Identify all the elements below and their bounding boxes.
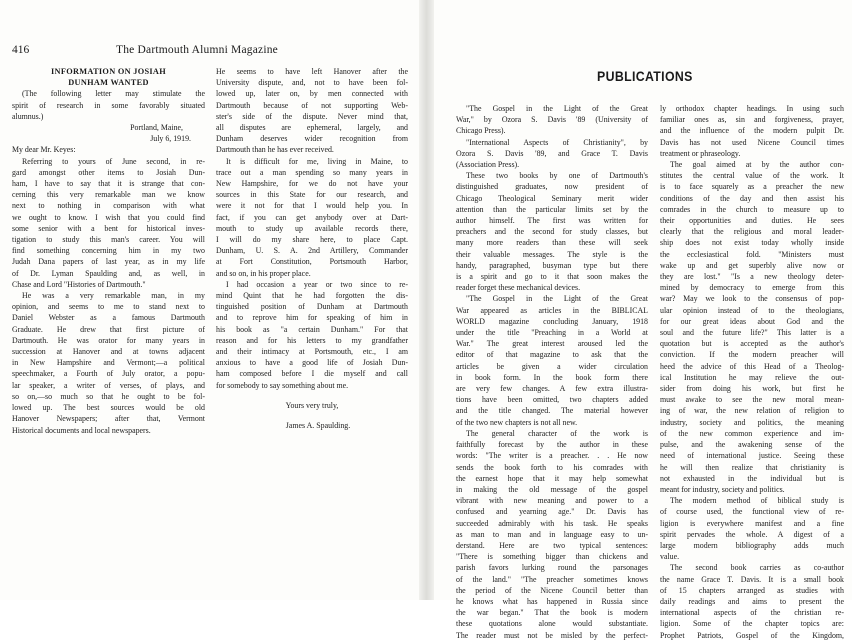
text-line: ical Institution he may relieve the out- [660,372,844,382]
text-line: are very few changes. A few extra illustra- [456,384,648,394]
text-line: articles be given a wider circulation [456,361,648,371]
text-line: Daniel Webster as a famous Dartmouth [12,313,205,323]
text-line: I will do my share here, to place Capt. [216,235,408,245]
text-line: ligion is everywhere manifest and a fine [660,518,844,528]
text-line: parish favors lurking round the parsonages [456,563,648,573]
text-line: tigation to study this man's career. You will [12,235,205,245]
text-line: tinguished position of Dunham at Dartmouth [216,302,408,312]
text-line: his book as "a certain Dunham." For that [216,324,408,334]
text-line: tions have been omitted, two chapters added [456,395,648,405]
review-text [456,103,648,641]
text-line: the ecclesiastical fold. "Ministers must [660,249,844,259]
dateline-line: July 6, 1919. [150,134,191,144]
text-line: and their intimacy at Portsmouth, etc., I am [216,347,408,357]
letter-body-continued [216,66,408,391]
text-line: their valuable messages. The style is the [456,249,648,259]
text-line: The second book carries as co-author [670,563,844,573]
text-line: succession at Hanover and at towns adjacent [12,347,205,357]
letter-column-1 [12,66,205,436]
text-line: next to nothing in comparison with what [12,201,205,211]
article-heading-line: INFORMATION ON JOSIAH [51,67,166,76]
text-line: derstand. Here are two typical sentences: [456,540,648,550]
review-text-continued [660,103,844,641]
text-line: clearly that the religious and moral leader- [660,227,844,237]
letter-column-2 [216,66,408,431]
review-column-1 [456,103,648,641]
text-line: University dispute, and, not to have been fol- [216,78,408,88]
text-line: industry, society and politics, the meaning [660,417,844,427]
text-line: mind Quint that he had forgotten the dis- [216,291,408,301]
text-line: daily readings and aims to present the [660,596,844,606]
letter-closing: Yours very truly, [285,400,339,410]
text-line: cerning this very remarkable man we know [12,190,205,200]
text-line: sources in this State for our research, and [216,190,408,200]
text-line: at Fort Constitution, Portsmouth Harbor, [216,257,408,267]
salutation: My dear Mr. Keyes: [12,145,76,155]
text-line: in New Hampshire and Vermont;—a political [12,358,205,368]
text-line: handy, paragraphed, busyman type but there [456,260,648,270]
text-line: the name Grace T. Davis. It is a small book [660,574,844,584]
text-line: of Dr. Lyman Spaulding and, as well, in [12,268,205,278]
text-line: Dartmouth because of not supporting Web- [216,100,408,110]
text-line: were it not for that I would help you. In [216,201,408,211]
text-line: the earnest hope that it may help somewhat [456,473,648,483]
text-line: sider from doing his work, but first he [660,384,844,394]
text-line: Dartmouth than he has ever received. [216,145,334,155]
text-line: ing of war, the new relation of religion to [660,406,844,416]
text-line: "The Gospel in the Light of the Great [466,294,648,304]
text-line: pulse, and the awakening sense of the [660,440,844,450]
text-line: "There is something bigger than chickens and [456,552,648,562]
text-line: (Association Press). [456,160,520,170]
text-line: conditions of the day and then assist his [660,193,844,203]
text-line: spirit pervades the whole. A digest of a [660,529,844,539]
text-line: in book form. In the book form there [456,372,648,382]
text-line: quotation but is accepted as the author's [660,339,844,349]
text-line: for somebody to say something about me. [216,380,349,390]
text-line: mined by democracy to emerge from this [660,283,844,293]
section-title: PUBLICATIONS [597,68,693,84]
page-header [12,44,409,58]
text-line: The reader must not be misled by the perfect- [456,630,648,640]
text-line: words: "The writer is a preacher. . . He now [456,451,648,461]
text-line: Judah Dana papers of last year, as in my life [12,257,205,267]
text-line: fact, if you can get anybody over at Dart- [216,212,408,222]
text-line: vibrant with new meaning and power to a [456,496,648,506]
text-line: speechmaker, a Fourth of July orator, a popu- [12,369,205,379]
text-line: comrades in the church to measure up to [660,204,844,214]
text-line: value. [660,552,680,562]
text-line: Chase and Lord "Histories of Dartmouth." [12,279,146,289]
letter-body [12,156,205,436]
text-line: The goal aimed at by the author con- [670,160,844,170]
text-line: lar speaker, a writer of verses, of plays, and [12,380,205,390]
text-line: author himself. The first was written for [456,216,648,226]
text-line: under the title "Preaching in a World at [456,328,648,338]
text-line: Graduate. He drew that first picture of [12,324,205,334]
text-line: lowed up, later on, by men connected with [216,89,408,99]
text-line: attention than the particular limits set by the [456,204,648,214]
text-line: "International Aspects of Christianity", by [466,137,648,147]
page-number: 416 [12,44,30,56]
text-line: The general character of the work is [466,428,648,438]
text-line: of the land." "The preacher sometimes knows [456,574,648,584]
text-line: they are lost." "Is a new theology deter- [660,272,844,282]
text-line: Referring to yours of June second, in re- [22,156,205,166]
text-line: ham composed before I die myself and call [216,369,408,379]
text-line: ligion. Some of the chapter topics are: [660,619,844,629]
left-page [0,0,419,600]
text-line: not exhausted in the individual but is [660,473,844,483]
text-line: many more readers than these will seek [456,238,648,248]
text-line: all disputes are ephemeral, largely, and [216,123,408,133]
text-line: we ought to know. I wish that you could find [12,212,205,222]
text-line: gard amongst other items to Josiah Dun- [12,167,205,177]
text-line: international aspects of the christian re- [660,608,844,618]
text-line: find something concerning him in my two [12,246,205,256]
text-line: Chicago Press). [456,126,506,136]
text-line: large modern bibliography adds much [660,540,844,550]
intro-note [12,88,205,122]
book-gutter [419,0,434,600]
text-line: mouth to study up available records there, [216,223,408,233]
text-line: their opportunities and duties. He sees [660,216,844,226]
text-line: preachers and the second for study classes, but [456,227,648,237]
text-line: "The Gospel in the Light of the Great [466,104,648,113]
text-line: he will then realize that christianity is [660,462,844,472]
text-line: opinion, and seems to me to stand next to [12,302,205,312]
dateline-line: Portland, Maine, [130,123,183,133]
text-line: stitutes the central value of the work. It [660,171,844,181]
text-line: ster's side of the dispute. Never mind that, [216,111,408,121]
text-line: He was a very remarkable man, in my [22,291,205,301]
text-line: trace out a man spending so many years in [216,167,408,177]
text-line: Historical documents and local newspapers. [12,425,151,435]
text-line: of course used, the functional view of re- [660,507,844,517]
text-line: and to reprove him for speaking of him in [216,313,408,323]
text-line: and so on, in his proper place. [216,268,311,278]
text-line: Dunham deserves wider recognition from [216,134,408,144]
text-line: ly orthodox chapter headings. In using such [660,104,844,113]
text-line: and the influence of the modern pulpit Dr. [660,126,844,136]
text-line: Prophet Patriots, Gospel of the Kingdom, [660,630,844,640]
text-line: War," by Ozora S. Davis '89 (University of [456,115,648,125]
text-line: Ozora S. Davis '89, and Grace T. Davis [456,148,648,158]
text-line: war? May we look to the consensus of pop- [660,294,844,304]
review-column-2 [660,103,844,641]
text-line: Dunham, U. S. A. 2nd Artillery, Commander [216,246,408,256]
letter-signature: James A. Spaulding. [285,421,351,431]
text-line: ular opinion instead of to the theologians, [660,305,844,315]
text-line: of the two new chapters is not all new. [456,417,578,427]
text-line: heed the advice of this Head of a Theolog- [660,361,844,371]
text-line: so on,—so much so that he ought to be fol- [12,391,205,401]
text-line: confused and yearning age." Dr. Davis has [456,507,648,517]
text-line: some senior with a bent for historical inves- [12,223,205,233]
text-line: for our great ideas about God and the [660,316,844,326]
text-line: in making the old message of the gospel [456,484,648,494]
text-line: (The following letter may stimulate the [22,89,205,99]
text-line: Dartmouth. He was orator for many years in [12,335,205,345]
text-line: ship does not exist today wholly inside [660,238,844,248]
text-line: lowed up. The best sources would be old [12,403,205,413]
text-line: and the title changed. The material however [456,406,648,416]
text-line: conviction. If the modern preacher will [660,350,844,360]
text-line: He seems to have left Hanover after the [216,67,408,76]
article-heading-line: DUNHAM WANTED [68,78,149,88]
text-line: must awake to see the new moral mean- [660,395,844,405]
text-line: These two books by one of Dartmouth's [466,171,648,181]
text-line: War." The great interest aroused led the [456,339,648,349]
text-line: treatment or phraseology. [660,148,741,158]
text-line: these quotations alone would substantiate. [456,619,648,629]
text-line: The modern method of biblical study is [670,496,844,506]
text-line: sends the book forth to his comrades with [456,462,648,472]
text-line: War appeared as articles in the BIBLICAL [456,305,648,315]
text-line: Davis has not used Nicene Council times [660,137,844,147]
text-line: need of international justice. Seeing these [660,451,844,461]
text-line: as man to man and in language easy to un- [456,529,648,539]
text-line: WORLD magazine concluding January, 1918 [456,316,648,326]
text-line: wake up and get superbly alive now or [660,260,844,270]
text-line: soul and the future life?" This latter is a [660,328,844,338]
text-line: of the new common experience and im- [660,428,844,438]
text-line: anxious to have a good life of Josiah Dun- [216,358,408,368]
running-title: The Dartmouth Alumni Magazine [116,44,278,56]
text-line: the period of the Nicene Council better than [456,585,648,595]
text-line: I had occasion a year or two since to re- [226,279,408,289]
right-page [434,0,852,640]
text-line: reader forget these mechanical devices. [456,283,581,293]
text-line: of 15 chapters arranged as studies with [660,585,844,595]
text-line: faithfully forecast by the author in these [456,440,648,450]
text-line: distinguished graduates, now president of [456,182,648,192]
text-line: alumnus.) [12,111,44,121]
text-line: is to face squarely as a preacher the new [660,182,844,192]
text-line: the war began." That the book is modern [456,608,648,618]
text-line: reason and for his letters to my grandfather [216,335,408,345]
text-line: editor of that magazine to ask that the [456,350,648,360]
text-line: is a spirit and go to it that soon makes the [456,272,648,282]
text-line: New Hampshire, for we do not have your [216,179,408,189]
text-line: succeeded admirably with his task. He speaks [456,518,648,528]
text-line: Chicago Theological Seminary merit wider [456,193,648,203]
text-line: spirit of research in some favorably situated [12,100,205,110]
text-line: Hanover Newspapers; after that, Vermont [12,414,205,424]
text-line: It is difficult for me, living in Maine, to [226,156,408,166]
text-line: meant for industry, society and politics. [660,484,785,494]
text-line: he knows what has happened in Russia since [456,596,648,606]
text-line: familiar ones as, sin and forgiveness, prayer, [660,115,844,125]
text-line: ham, I have to say that it is strange that con- [12,179,205,189]
